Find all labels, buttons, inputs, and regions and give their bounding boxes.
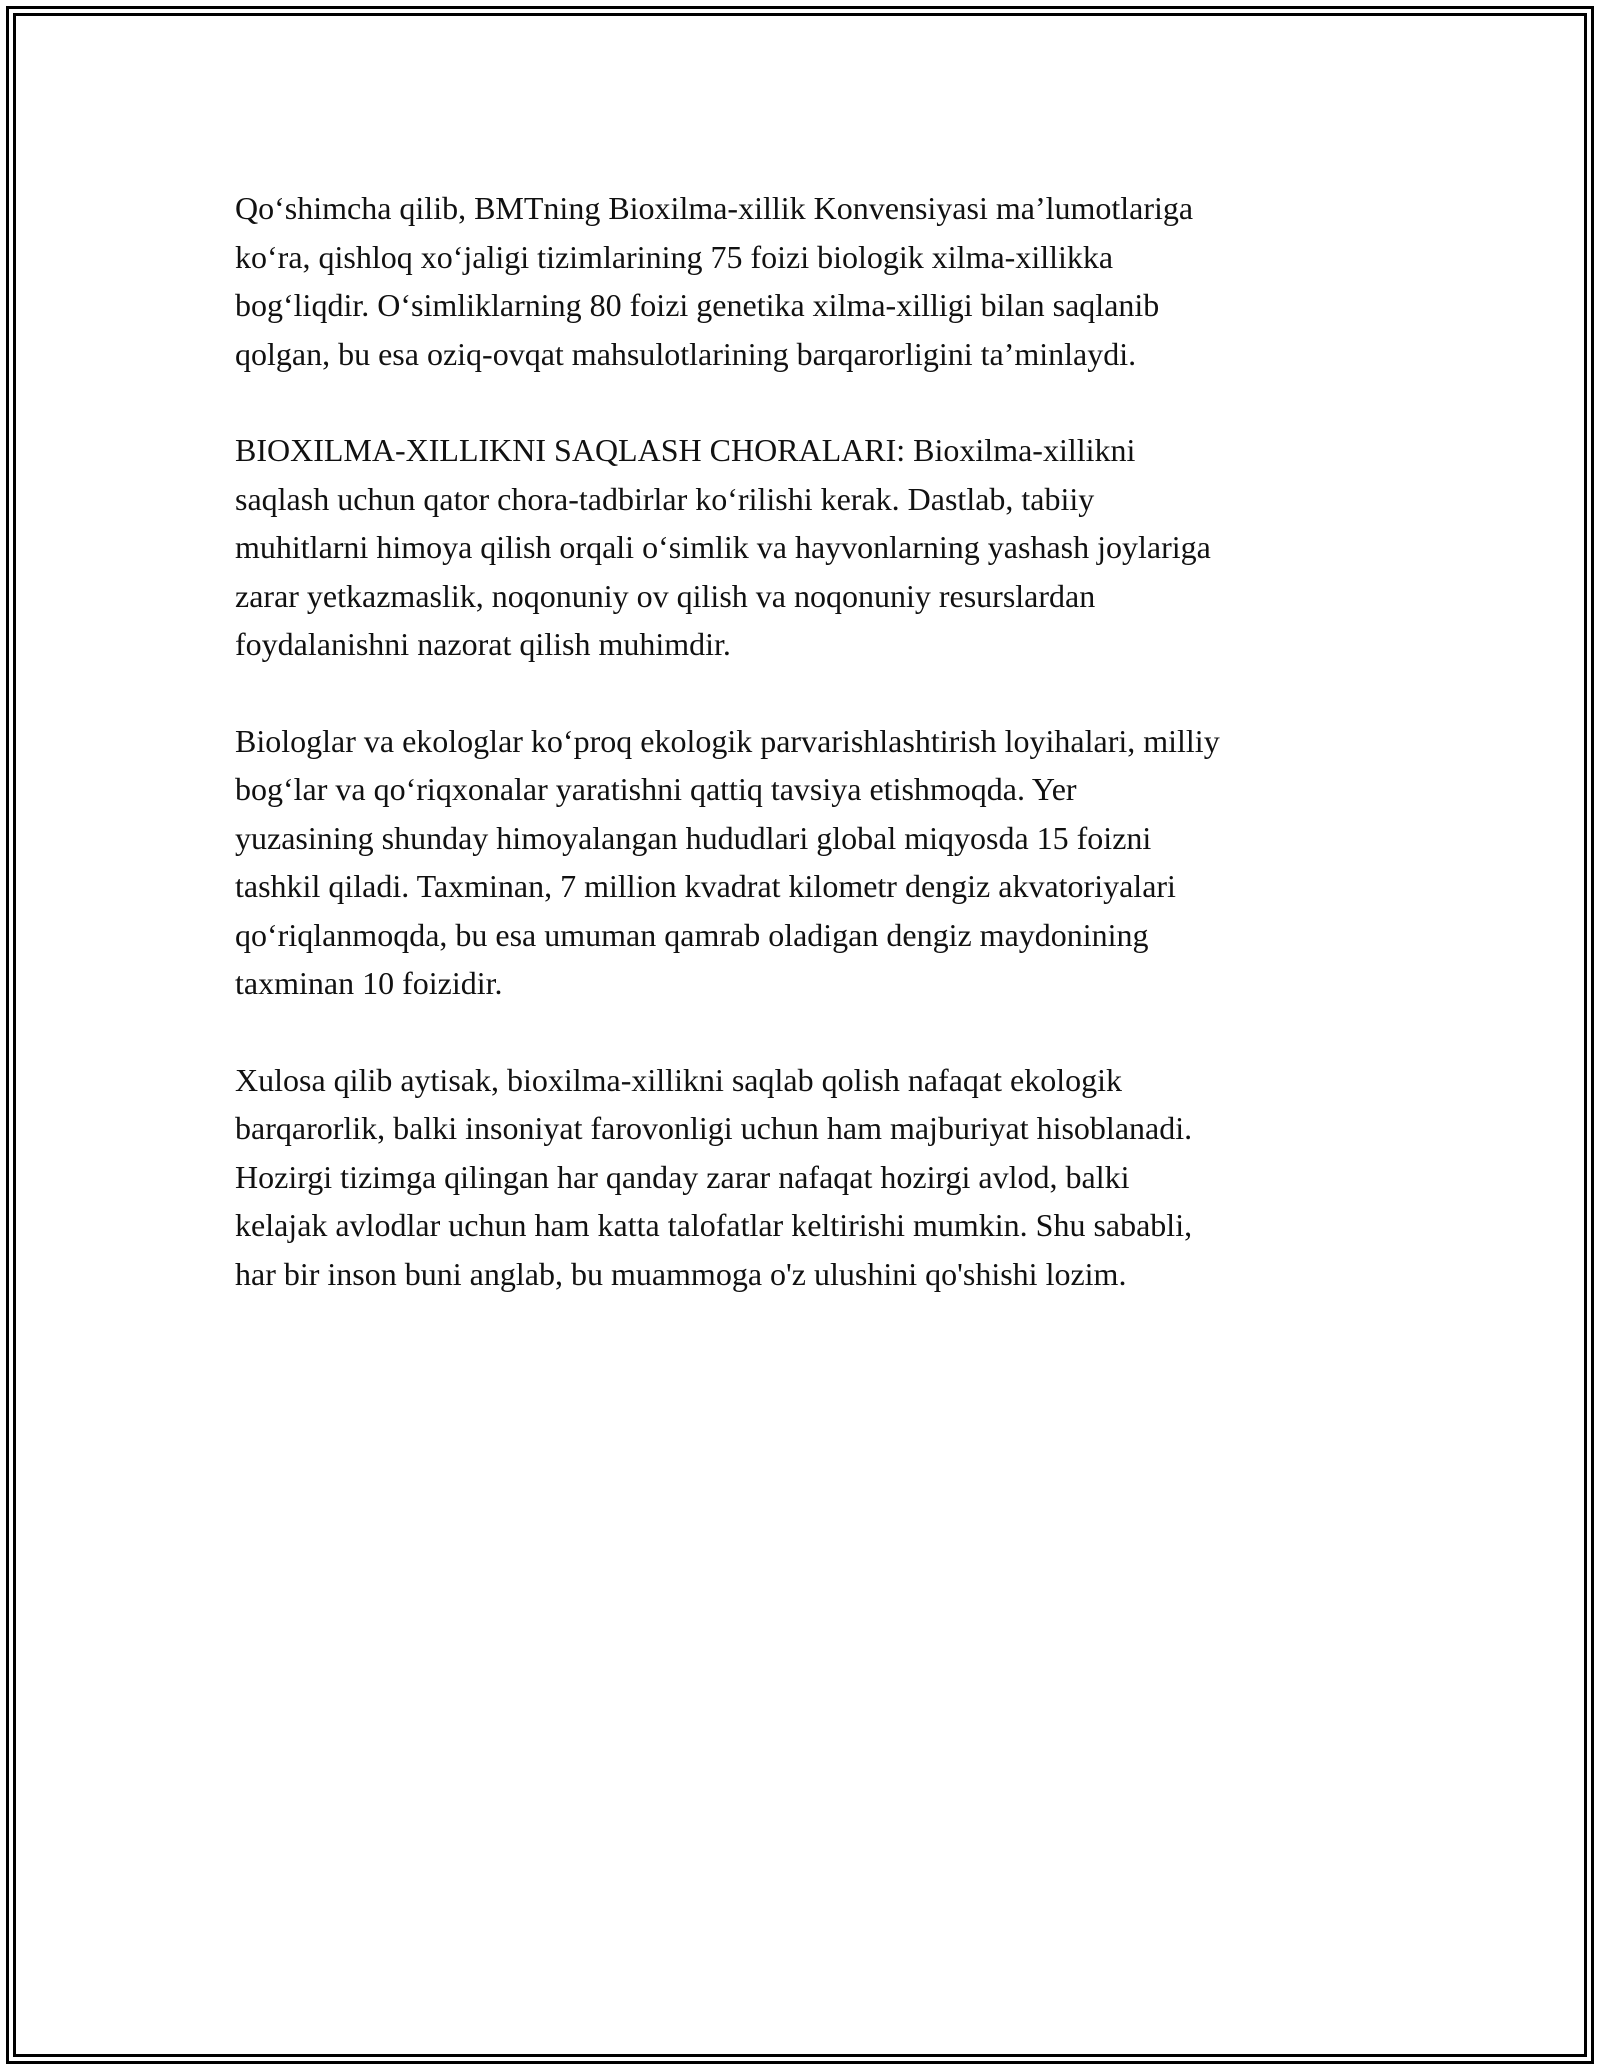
paragraph-conservation-measures: BIOXILMA-XILLIKNI SAQLASH CHORALARI: Bioxilma-xillikni saqlash uchun qator chora-tadbirlar ko‘rilishi kerak. Dastlab, tabiiy muhitlarni himoya qilish orqali o‘simlik va hayvonlarning yashash joylariga zarar yetkazmaslik, noqonuniy ov qilish va noqonuniy resurslardan foydalanishni nazorat qilish muhimdir. bbox=[235, 432, 1211, 662]
document-body bbox=[235, 184, 1375, 1346]
paragraph-protected-areas: Biologlar va ekologlar ko‘proq ekologik parvarishlashtirish loyihalari, milliy bog‘lar va qo‘riqxonalar yaratishni qattiq tavsiya etishmoqda. Yer yuzasining shunday himoyalangan hududlari global miqyosda 15 foizni tashkil qiladi. Taxminan, 7 million kvadrat kilometr dengiz akvatoriyalari qo‘riqlanmoqda, bu esa umuman qamrab oladigan dengiz maydonining taxminan 10 foizidir. bbox=[235, 722, 1220, 1001]
paragraph-conclusion: Xulosa qilib aytisak, bioxilma-xillikni saqlab qolish nafaqat ekologik barqarorlik, balki insoniyat farovonligi uchun ham majburiyat hisoblanadi. Hozirgi tizimga qilingan har qanday zarar nafaqat hozirgi avlod, balki kelajak avlodlar uchun ham katta talofatlar keltirishi mumkin. Shu sababli, har bir inson buni anglab, bu muammoga o'z ulushini qo'shishi lozim. bbox=[235, 1061, 1193, 1292]
paragraph-statistics: Qo‘shimcha qilib, BMTning Bioxilma-xillik Konvensiyasi ma’lumotlariga ko‘ra, qishloq xo‘jaligi tizimlarining 75 foizi biologik xilma-xillikka bog‘liqdir. O‘simliklarning 80 foizi genetika xilma-xilligi bilan saqlanib qolgan, bu esa oziq-ovqat mahsulotlarining barqarorligini ta’minlaydi. bbox=[235, 190, 1194, 372]
